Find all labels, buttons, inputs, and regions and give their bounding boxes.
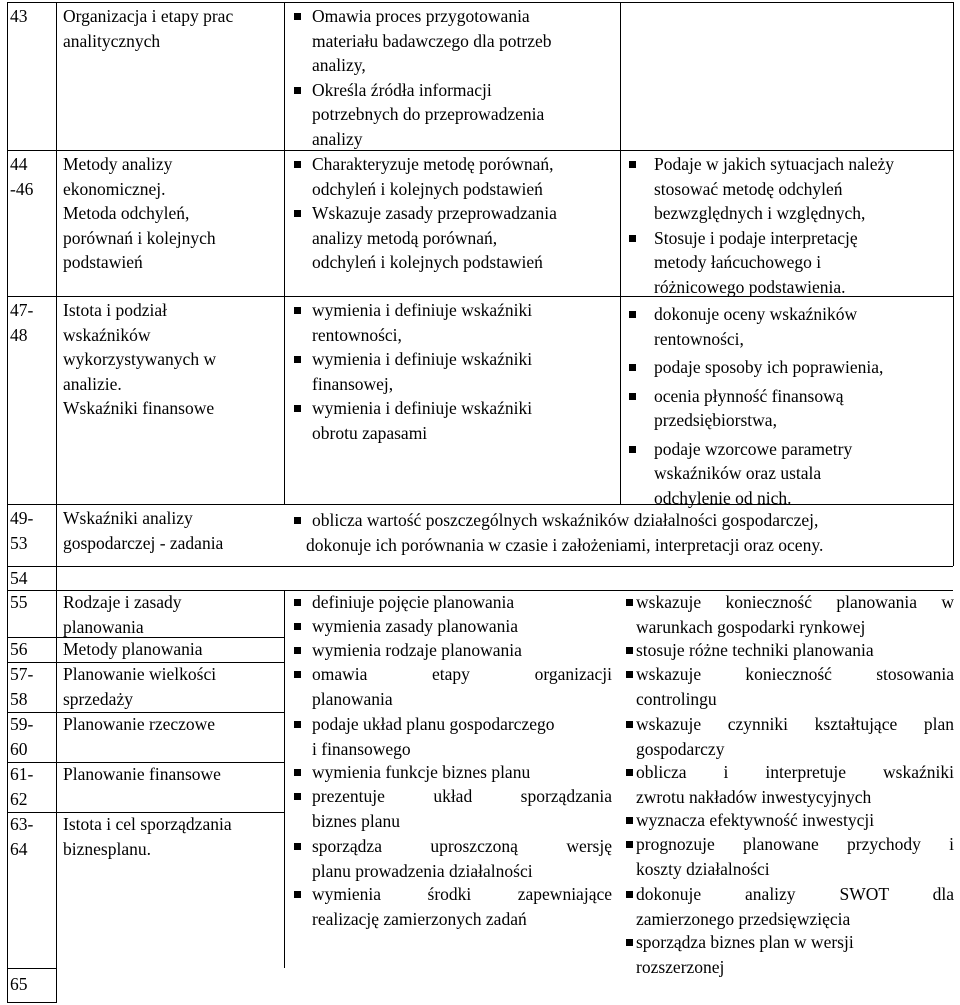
basic-requirement: materiału badawczego dla potrzeb (312, 30, 552, 51)
extended-requirement: zamierzonego przedsięwzięcia (636, 908, 851, 929)
lesson-number: 56 (10, 639, 28, 659)
table-border-top (7, 2, 953, 3)
basic-requirement: prezentuje układ sporządzania (312, 786, 612, 806)
extended-requirement: wskaźników oraz ustala (654, 463, 822, 483)
bullet-icon (626, 939, 633, 946)
extended-requirement: wskazuje konieczność planowania w (636, 592, 954, 612)
bullet-icon (294, 161, 301, 168)
extended-requirement: controlingu (636, 688, 717, 709)
bullet-icon (629, 364, 636, 371)
basic-requirement: sporządza uproszczoną wersję (312, 836, 612, 856)
topic-title: Istota i podział (63, 300, 168, 320)
basic-requirement: wymienia i definiuje wskaźniki (312, 300, 533, 320)
topic-title: porównań i kolejnych (63, 227, 216, 248)
col-divider-topic-upper (284, 2, 285, 504)
basic-requirement: planowania (312, 688, 393, 709)
basic-requirement: wymienia rodzaje planowania (312, 640, 522, 660)
lesson-number: 48 (10, 324, 28, 345)
basic-requirement: analizy metodą porównań, (312, 227, 498, 248)
lesson-number: 64 (10, 838, 28, 859)
basic-requirement: potrzebnych do przeprowadzenia (312, 104, 545, 124)
basic-requirement: odchyleń i kolejnych podstawień (312, 252, 543, 272)
bullet-icon (294, 769, 301, 776)
lesson-number: 55 (10, 592, 28, 612)
extended-requirement: koszty działalności (636, 858, 770, 879)
extended-requirement: wskazuje konieczność stosowania (636, 664, 954, 684)
extended-requirement: Stosuje i podaje interpretację (654, 227, 858, 248)
topic-title: Organizacja i etapy prac (63, 6, 234, 26)
extended-requirement: rozszerzonej (636, 956, 725, 977)
extended-requirement: stosować metodę odchyleń (654, 178, 843, 199)
bullet-icon (294, 843, 301, 850)
bullet-icon (294, 599, 301, 606)
basic-requirement: odchyleń i kolejnych podstawień (312, 178, 543, 199)
basic-requirement: podaje układ planu gospodarczego (312, 714, 555, 734)
topic-title: analizie. (63, 373, 122, 394)
bullet-icon (294, 623, 301, 630)
col-divider-basic-upper (620, 2, 621, 504)
topic-title: analitycznych (63, 30, 161, 51)
lesson-number: -46 (10, 178, 34, 199)
basic-requirement: Określa źródła informacji (312, 79, 492, 100)
extended-requirement: dokonuje analizy SWOT dla (636, 884, 954, 904)
topic-title: Planowanie wielkości (63, 664, 217, 684)
basic-requirement: planu prowadzenia działalności (312, 860, 533, 881)
topic-title: sprzedaży (63, 688, 133, 709)
extended-requirement: gospodarczy (636, 738, 725, 759)
extended-requirement: metody łańcuchowego i (654, 252, 822, 272)
bullet-icon (629, 311, 636, 318)
topic-title: Wskaźniki analizy (63, 508, 193, 528)
bullet-icon (626, 599, 633, 606)
row-divider (7, 1002, 56, 1003)
extended-requirement: sporządza biznes plan w wersji (636, 932, 854, 952)
topic-title: Metoda odchyleń, (63, 203, 190, 223)
topic-title: gospodarczej - zadania (63, 532, 224, 553)
row-divider (7, 566, 953, 567)
lesson-number: 63- (10, 814, 34, 834)
bullet-icon (626, 769, 633, 776)
basic-requirement: i finansowego (312, 738, 411, 759)
bullet-icon (294, 210, 301, 217)
bullet-icon (294, 721, 301, 728)
lesson-number: 60 (10, 738, 28, 759)
extended-requirement: dokonuje oceny wskaźników (654, 304, 858, 324)
lesson-number: 57- (10, 664, 34, 684)
basic-requirement: biznes planu (312, 810, 400, 831)
bullet-icon (629, 446, 636, 453)
basic-requirement: analizy (312, 128, 363, 149)
bullet-icon (629, 393, 636, 400)
basic-requirement: analizy, (312, 55, 366, 75)
bullet-icon (626, 647, 633, 654)
bullet-icon (294, 891, 301, 898)
basic-requirement: rentowności, (312, 324, 402, 345)
lesson-number: 43 (10, 6, 28, 26)
basic-requirement: wymienia funkcje biznes planu (312, 762, 531, 782)
bullet-icon (294, 793, 301, 800)
basic-requirement: wymienia i definiuje wskaźniki (312, 398, 533, 418)
table-border-left (7, 2, 8, 1003)
extended-requirement: zwrotu nakładów inwestycyjnych (636, 786, 872, 807)
bullet-icon (626, 721, 633, 728)
col-divider-topic-lower (284, 590, 285, 968)
lesson-number: 59- (10, 714, 34, 734)
extended-requirement: oblicza i interpretuje wskaźniki (636, 762, 954, 782)
extended-requirement: wyznacza efektywność inwestycji (636, 810, 875, 830)
bullet-icon (294, 517, 301, 524)
extended-requirement: różnicowego podstawienia. (654, 276, 846, 297)
extended-requirement: bezwzględnych i względnych, (654, 203, 866, 223)
topic-title: biznesplanu. (63, 838, 151, 859)
bullet-icon (294, 87, 301, 94)
topic-title: Wskaźniki finansowe (63, 398, 215, 418)
topic-title: wykorzystywanych w (63, 349, 217, 369)
col-divider-last (56, 968, 57, 1003)
topic-title: Metody analizy (63, 154, 173, 174)
extended-requirement: warunkach gospodarki rynkowej (636, 616, 866, 637)
basic-requirement: Wskazuje zasady przeprowadzania (312, 203, 557, 223)
col-divider-lesson (56, 2, 57, 968)
extended-requirement: podaje sposoby ich poprawienia, (654, 357, 884, 377)
lesson-number: 62 (10, 788, 28, 809)
topic-title: Istota i cel sporządzania (63, 814, 232, 834)
bullet-icon (294, 307, 301, 314)
basic-requirement: definiuje pojęcie planowania (312, 592, 515, 612)
lesson-number: 44 (10, 154, 28, 174)
merged-requirement: dokonuje ich porównania w czasie i założeniami, interpretacji oraz oceny. (306, 535, 824, 555)
lesson-number: 49- (10, 508, 34, 528)
row-divider (7, 504, 953, 505)
topic-title: ekonomicznej. (63, 178, 166, 199)
basic-requirement: Charakteryzuje metodę porównań, (312, 154, 554, 174)
bullet-icon (294, 647, 301, 654)
topic-title: Metody planowania (63, 639, 203, 659)
extended-requirement: wskazuje czynniki kształtujące plan (636, 714, 954, 734)
extended-requirement: stosuje różne techniki planowania (636, 640, 874, 660)
row-divider (7, 150, 953, 151)
bullet-icon (294, 13, 301, 20)
extended-requirement: rentowności, (654, 328, 744, 349)
bullet-icon (626, 817, 633, 824)
topic-title: podstawień (63, 252, 143, 272)
extended-requirement: ocenia płynność finansową (654, 385, 844, 406)
bullet-icon (294, 671, 301, 678)
basic-requirement: finansowej, (312, 373, 394, 394)
merged-requirement: oblicza wartość poszczególnych wskaźników działalności gospodarczej, (312, 510, 819, 530)
lesson-number: 65 (10, 974, 28, 994)
bullet-icon (294, 356, 301, 363)
topic-title: wskaźników (63, 324, 151, 345)
basic-requirement: wymienia i definiuje wskaźniki (312, 349, 533, 369)
bullet-icon (626, 891, 633, 898)
extended-requirement: przedsiębiorstwa, (654, 410, 777, 430)
table-border-right (953, 2, 954, 566)
bullet-icon (629, 235, 636, 242)
row-divider (7, 968, 56, 969)
bullet-icon (626, 841, 633, 848)
extended-requirement: Podaje w jakich sytuacjach należy (654, 154, 895, 174)
lesson-number: 47- (10, 300, 34, 320)
basic-requirement: omawia etapy organizacji (312, 664, 612, 684)
basic-requirement: obrotu zapasami (312, 422, 428, 443)
topic-title: planowania (63, 616, 144, 637)
extended-requirement: odchylenie od nich. (654, 487, 792, 508)
lesson-number: 58 (10, 688, 28, 709)
basic-requirement: Omawia proces przygotowania (312, 6, 530, 26)
topic-title: Planowanie rzeczowe (63, 714, 216, 734)
lesson-number: 61- (10, 764, 34, 784)
extended-requirement: prognozuje planowane przychody i (636, 834, 954, 854)
lesson-number: 54 (10, 568, 28, 588)
basic-requirement: wymienia zasady planowania (312, 616, 519, 636)
bullet-icon (626, 671, 633, 678)
basic-requirement: realizację zamierzonych zadań (312, 908, 527, 929)
lesson-number: 53 (10, 532, 28, 553)
extended-requirement: podaje wzorcowe parametry (654, 438, 853, 459)
bullet-icon (294, 405, 301, 412)
topic-title: Planowanie finansowe (63, 764, 221, 784)
bullet-icon (629, 161, 636, 168)
topic-title: Rodzaje i zasady (63, 592, 182, 612)
basic-requirement: wymienia środki zapewniające (312, 884, 612, 904)
